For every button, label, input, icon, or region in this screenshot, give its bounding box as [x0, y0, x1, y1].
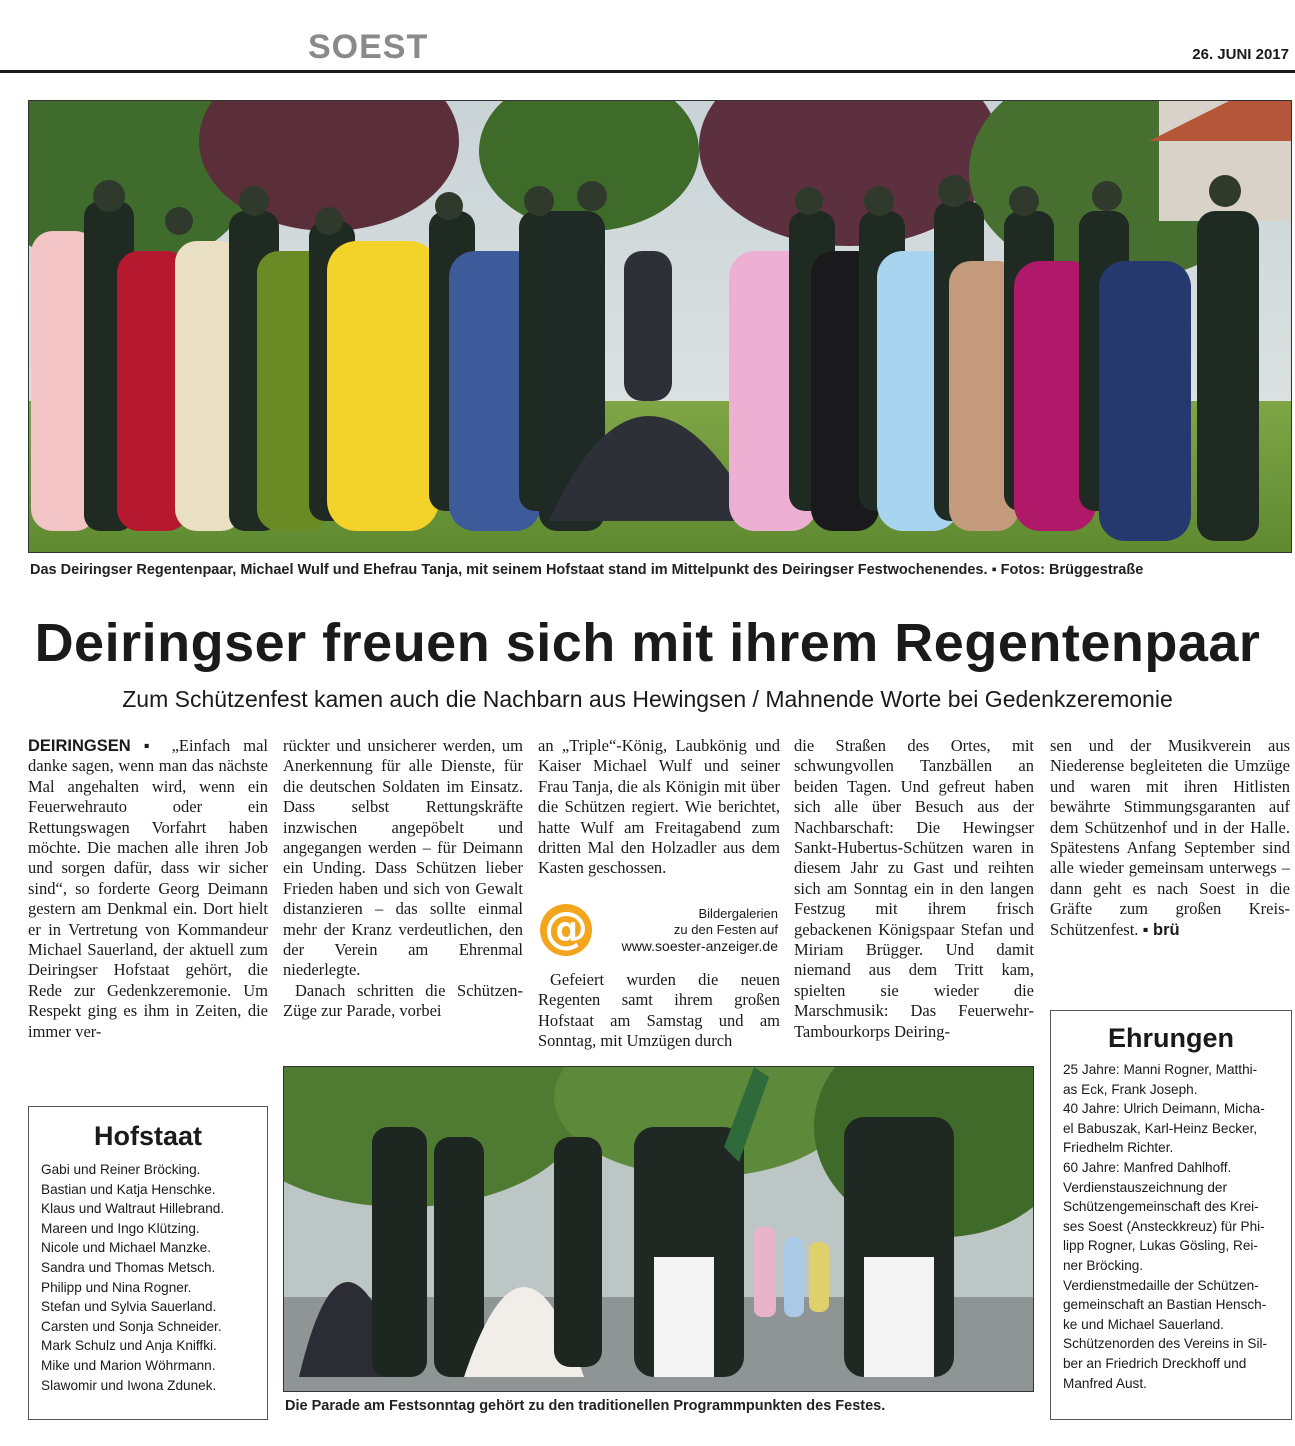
top-photo: [28, 100, 1292, 553]
article-column-3: [538, 736, 780, 879]
ehrungen-line: as Eck, Frank Joseph.: [1063, 1081, 1198, 1097]
ehrungen-line: Friedhelm Richter.: [1063, 1140, 1174, 1156]
ehrungen-line: ner Bröcking.: [1063, 1257, 1144, 1273]
web-promo-line2: zu den Festen auf: [673, 922, 778, 937]
hofstaat-entry: Mark Schulz und Anja Kniffki.: [41, 1338, 217, 1354]
ehrungen-line: 25 Jahre: Manni Rogner, Matthi-: [1063, 1062, 1258, 1077]
article-text: „Einfach mal danke sagen, wenn man das nächste Mal angehalten wird, wenn ein Feuerwehrauto oder ein Rettungswagen Vorfahrt haben möchte. Die machen alle ihren Job und sorgen dafür, dass wir sicher sind“, so forderte Georg Deimann gestern am Denkmal ein. Dort hielt er in Vertretung von Kommandeur Michael Sauerland, der aktuell zum Deiringser Hofstaat gehört, die Rede zur Gedenkzeremonie. Um Respekt ging es ihm in Zeiten, die immer ver-: [28, 736, 269, 1041]
hofstaat-entry: Klaus und Waltraut Hillebrand.: [41, 1201, 225, 1217]
ehrungen-line: gemeinschaft an Bastian Hensch-: [1063, 1297, 1267, 1313]
ehrungen-line: ke und Michael Sauerland.: [1063, 1316, 1224, 1332]
ehrungen-line: Schützenorden des Vereins in Sil-: [1063, 1336, 1268, 1352]
at-icon: @: [540, 904, 592, 956]
ehrungen-title: Ehrungen: [1108, 1023, 1234, 1053]
article-text: Danach schritten die Schützen-Züge zur Parade, vorbei: [283, 980, 523, 1021]
hofstaat-entry: Slawomir und Iwona Zdunek.: [41, 1377, 217, 1393]
ehrungen-line: el Babuszak, Karl-Heinz Becker,: [1063, 1120, 1258, 1136]
section-title: SOEST: [308, 28, 429, 66]
ehrungen-list: [1051, 1054, 1291, 1393]
hofstaat-entry: Sandra und Thomas Metsch.: [41, 1259, 216, 1275]
hofstaat-title: Hofstaat: [93, 1121, 202, 1151]
article-column-5: [1050, 736, 1290, 940]
author-signoff: ▪ brü: [1142, 920, 1180, 939]
ehrungen-line: ber an Friedrich Dreckhoff und: [1063, 1355, 1247, 1371]
header-rule: [0, 70, 1295, 73]
article-column-4: [794, 736, 1034, 1042]
hofstaat-entry: Bastian und Katja Henschke.: [41, 1181, 216, 1197]
dateline-bullet: ▪: [143, 736, 159, 755]
top-photo-caption: Das Deiringser Regentenpaar, Michael Wulf und Ehefrau Tanja, mit seinem Hofstaat stand im Mittelpunkt des Deiringser Festwochenendes. ▪ Fotos: Brüggestraße: [30, 562, 1144, 578]
bottom-photo-caption: Die Parade am Festsonntag gehört zu den traditionellen Programmpunkten des Festes.: [285, 1398, 886, 1414]
hofstaat-entry: Nicole und Michael Manzke.: [41, 1240, 212, 1256]
hofstaat-entry: Gabi und Reiner Bröcking.: [41, 1162, 201, 1177]
hofstaat-entry: Philipp und Nina Rogner.: [41, 1279, 192, 1295]
web-promo-line1: Bildergalerien: [698, 906, 778, 921]
issue-date: 26. JUNI 2017: [1192, 46, 1289, 63]
bottom-photo: [283, 1066, 1034, 1392]
article-text: rückter und unsicherer werden, um Anerkennung für alle Dienste, für die deutschen Soldaten im Einsatz. Dass selbst Rettungskräfte inzwischen angepöbelt und angegangen werden – für Deimann ein Unding. Dass Schützen lieber Frieden haben und sich von Gewalt distanzieren – das sollte einmal mehr der Kranz verdeutlichen, den der Verein am Ehrenmal niederlegte.: [283, 736, 523, 980]
web-promo-url[interactable]: www.soester-anzeiger.de: [621, 938, 778, 954]
hofstaat-entry: Mareen und Ingo Klützing.: [41, 1220, 200, 1236]
hofstaat-entry: Mike und Marion Wöhrmann.: [41, 1357, 216, 1373]
ehrungen-line: lipp Rogner, Lukas Gösling, Rei-: [1063, 1238, 1258, 1254]
ehrungen-line: Schützengemeinschaft des Krei-: [1063, 1199, 1259, 1215]
article-column-2: [283, 736, 523, 1022]
dateline: DEIRINGSEN: [28, 737, 131, 755]
article-text: sen und der Musikverein aus Niederense begleiteten die Umzüge und waren mit ihren Hitlisten bewährte Stimmungsgaranten auf dem Schützenhof und in der Halle. Spätestens Anfang September sind alle wieder gemeinsam unterwegs – dann geht es nach Soest in die Gräfte zum großen Kreis-Schützenfest.: [1050, 736, 1290, 939]
web-promo[interactable]: [538, 902, 780, 966]
hofstaat-list: [29, 1152, 267, 1395]
subheadline: Zum Schützenfest kamen auch die Nachbarn aus Hewingsen / Mahnende Worte bei Gedenkzeremonie: [122, 686, 1173, 712]
hofstaat-entry: Stefan und Sylvia Sauerland.: [41, 1299, 217, 1315]
ehrungen-line: Verdienstauszeichnung der: [1063, 1179, 1227, 1195]
article-column-1: [28, 736, 268, 1042]
ehrungen-line: 40 Jahre: Ulrich Deimann, Micha-: [1063, 1101, 1265, 1117]
article-text: die Straßen des Ortes, mit schwungvollen Tanzbällen an beiden Tagen. Und gefreut haben sich alle über Besuch aus der Nachbarschaft: Die Hewingser Sankt-Hubertus-Schützen waren in diesem Jahr zu Gast und reihten sich am Sonntag ein in den langen Festzug mit ihrem frisch gebackenen Königspaar Stefan und Miriam Brügger. Und damit niemand aus dem Tritt kam, spielten sie wieder die Marschmusik: Das Feuerwehr-Tambourkorps Deiring-: [794, 736, 1034, 1041]
article-text: Gefeiert wurden die neuen Regenten samt ihrem großen Hofstaat am Samstag und am Sonntag, mit Umzügen durch: [538, 970, 780, 1051]
article-text: an „Triple“-König, Laubkönig und Kaiser Michael Wulf und seiner Frau Tanja, die als Königin mit über die Schützen regiert. Wie berichtet, hatte Wulf am Freitagabend zum dritten Mal den Holzadler aus dem Kasten geschossen.: [538, 736, 780, 878]
ehrungen-line: Verdienstmedaille der Schützen-: [1063, 1277, 1259, 1293]
hofstaat-entry: Carsten und Sonja Schneider.: [41, 1318, 222, 1334]
headline: Deiringser freuen sich mit ihrem Regentenpaar: [34, 613, 1261, 673]
hofstaat-box: [28, 1106, 268, 1420]
ehrungen-line: ses Soest (Ansteckkreuz) für Phi-: [1063, 1218, 1265, 1234]
article-column-3b: [538, 970, 780, 1052]
ehrungen-line: 60 Jahre: Manfred Dahlhoff.: [1063, 1159, 1232, 1175]
ehrungen-line: Manfred Aust.: [1063, 1375, 1147, 1391]
ehrungen-box: [1050, 1010, 1292, 1420]
